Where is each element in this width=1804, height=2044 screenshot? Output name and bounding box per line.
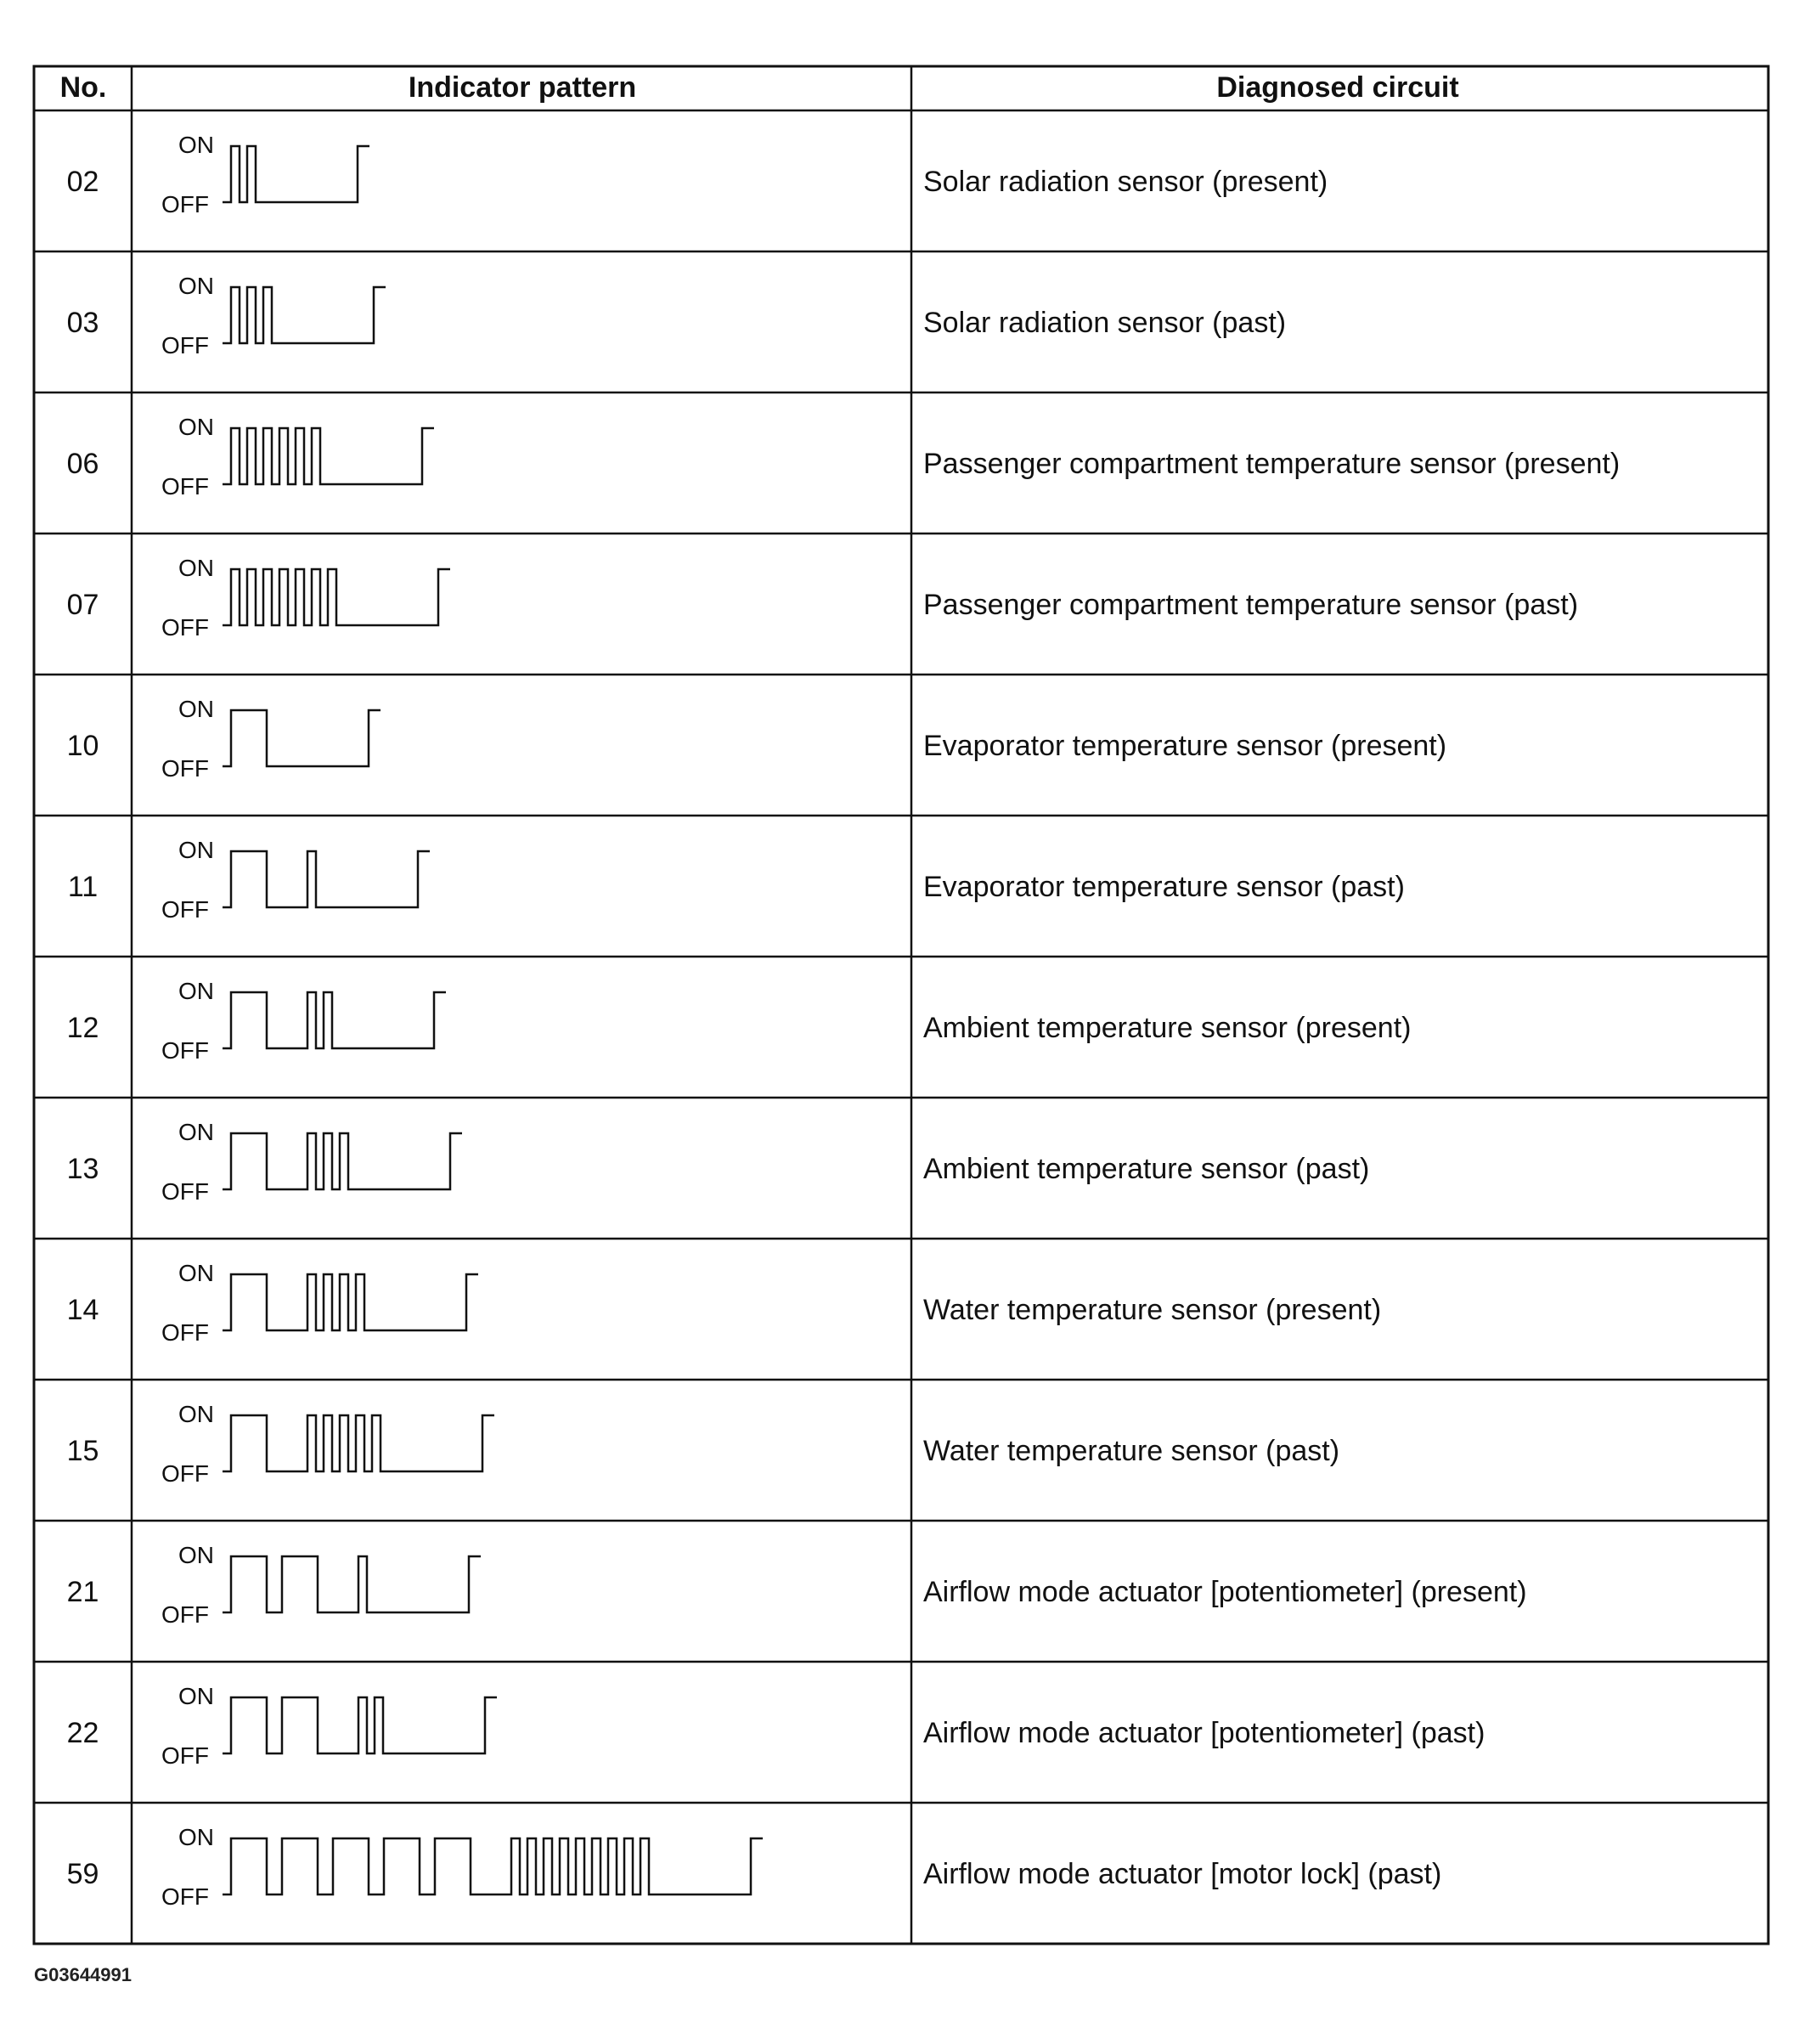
- diagnosed-circuit: Evaporator temperature sensor (past): [923, 871, 1405, 903]
- on-label: ON: [178, 1260, 214, 1286]
- indicator-waveform: [223, 569, 450, 625]
- indicator-waveform: [223, 428, 434, 484]
- diagnosed-circuit: Ambient temperature sensor (past): [923, 1153, 1370, 1185]
- diagnosed-circuit: Evaporator temperature sensor (present): [923, 730, 1447, 762]
- indicator-waveform: [223, 851, 430, 907]
- diagnosed-circuit: Passenger compartment temperature sensor (present): [923, 448, 1621, 480]
- on-label: ON: [178, 696, 214, 722]
- table-row: [67, 414, 1621, 500]
- row-number: 22: [66, 1717, 99, 1749]
- indicator-waveform: [223, 287, 386, 343]
- off-label: OFF: [161, 1601, 209, 1628]
- table-row: [67, 1401, 1339, 1487]
- row-number: 15: [66, 1435, 99, 1467]
- header-indicator-pattern: Indicator pattern: [408, 71, 637, 104]
- on-label: ON: [178, 273, 214, 299]
- diagnosed-circuit: Water temperature sensor (present): [923, 1294, 1382, 1326]
- indicator-waveform: [223, 1838, 763, 1894]
- indicator-waveform: [223, 1556, 481, 1612]
- indicator-waveform: [223, 146, 369, 202]
- diagnosed-circuit: Solar radiation sensor (past): [923, 307, 1287, 339]
- on-label: ON: [178, 1824, 214, 1850]
- row-number: 14: [66, 1294, 99, 1326]
- row-number: 11: [67, 871, 99, 903]
- table-row: [67, 696, 1446, 782]
- diagnosed-circuit: Airflow mode actuator [potentiometer] (past): [923, 1717, 1485, 1749]
- indicator-waveform: [223, 1697, 497, 1753]
- row-number: 02: [66, 166, 99, 198]
- off-label: OFF: [161, 896, 209, 923]
- on-label: ON: [178, 132, 214, 158]
- indicator-waveform: [223, 710, 381, 766]
- indicator-waveform: [223, 1133, 462, 1189]
- on-label: ON: [178, 1683, 214, 1709]
- table-row: [67, 1542, 1527, 1628]
- off-label: OFF: [161, 1037, 209, 1064]
- off-label: OFF: [161, 614, 209, 641]
- table-row: [67, 1260, 1382, 1346]
- table-row: [67, 1119, 1370, 1205]
- indicator-waveform: [223, 992, 446, 1048]
- row-number: 07: [66, 589, 99, 621]
- table-row: [67, 555, 1578, 641]
- off-label: OFF: [161, 191, 209, 217]
- table-row: [67, 273, 1287, 359]
- table-header: [60, 71, 1459, 104]
- on-label: ON: [178, 1401, 214, 1427]
- on-label: ON: [178, 978, 214, 1004]
- table-row: [67, 132, 1328, 217]
- table-row: [67, 1824, 1442, 1910]
- on-label: ON: [178, 1542, 214, 1568]
- row-number: 10: [66, 730, 99, 762]
- on-label: ON: [178, 414, 214, 440]
- off-label: OFF: [161, 1883, 209, 1910]
- on-label: ON: [178, 1119, 214, 1145]
- diagnosed-circuit: Passenger compartment temperature sensor (past): [923, 589, 1579, 621]
- header-no: No.: [59, 71, 107, 104]
- diagnosed-circuit: Ambient temperature sensor (present): [923, 1012, 1412, 1044]
- off-label: OFF: [161, 332, 209, 359]
- indicator-waveform: [223, 1415, 494, 1471]
- on-label: ON: [178, 555, 214, 581]
- header-diagnosed-circuit: Diagnosed circuit: [1216, 71, 1459, 104]
- off-label: OFF: [161, 1742, 209, 1769]
- row-number: 21: [66, 1576, 99, 1608]
- row-number: 03: [66, 307, 99, 339]
- table-row: [68, 837, 1405, 923]
- row-number: 13: [66, 1153, 99, 1185]
- table-grid: [34, 66, 1768, 1944]
- figure-id: G03644991: [34, 1964, 132, 1985]
- row-number: 06: [66, 448, 99, 480]
- diagnosed-circuit: Solar radiation sensor (present): [923, 166, 1328, 198]
- table-row: [67, 978, 1412, 1064]
- table-row: [67, 1683, 1485, 1769]
- row-number: 12: [66, 1012, 99, 1044]
- diagnosed-circuit: Airflow mode actuator [motor lock] (past): [923, 1858, 1442, 1890]
- off-label: OFF: [161, 1460, 209, 1487]
- off-label: OFF: [161, 1178, 209, 1205]
- table-body: [67, 132, 1621, 1910]
- diagnosed-circuit: Water temperature sensor (past): [923, 1435, 1340, 1467]
- diagnosed-circuit: Airflow mode actuator [potentiometer] (present): [923, 1576, 1527, 1608]
- row-number: 59: [66, 1858, 99, 1890]
- on-label: ON: [178, 837, 214, 863]
- off-label: OFF: [161, 473, 209, 500]
- off-label: OFF: [161, 755, 209, 782]
- off-label: OFF: [161, 1319, 209, 1346]
- indicator-waveform: [223, 1274, 478, 1330]
